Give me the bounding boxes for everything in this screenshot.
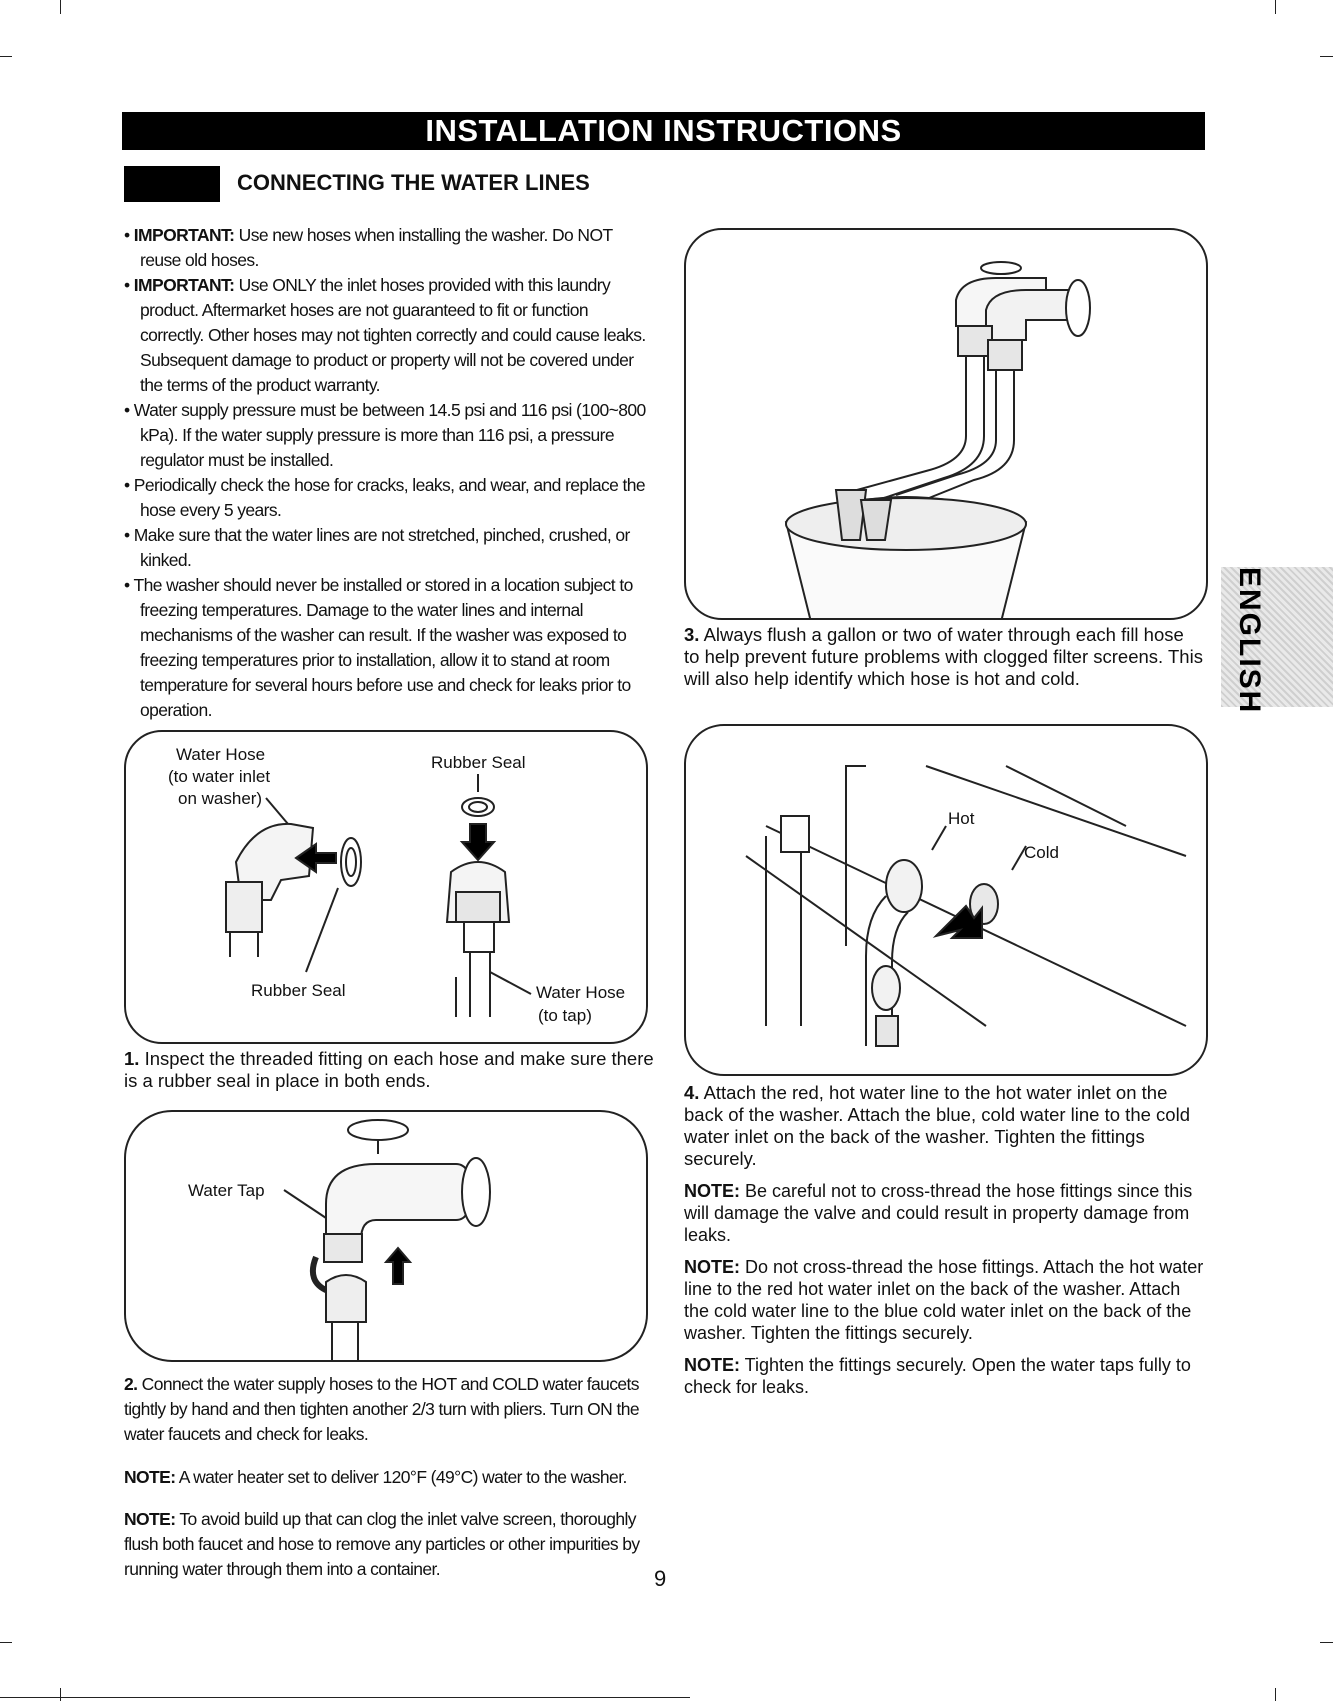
- crop-mark: [1275, 1688, 1276, 1701]
- bullet-text: Make sure that the water lines are not stretched, pinched, crushed, or kinked.: [133, 525, 630, 570]
- bullet-item: [124, 223, 654, 273]
- crop-mark: [0, 56, 12, 57]
- step-3-number: 3.: [684, 624, 700, 645]
- page-banner: INSTALLATION INSTRUCTIONS: [122, 112, 1205, 150]
- label-water-hose-tap-2: (to tap): [538, 1006, 592, 1025]
- note-text: Do not cross-thread the hose fittings. Attach the hot water line to the red hot water inlet on the back of the washer. Attach the cold water line to the blue cold water inlet on the back of the washer. Tighten the fittings securely.: [684, 1257, 1204, 1343]
- notes-right: [684, 1180, 1204, 1408]
- figure-hot-cold-inlets: [684, 724, 1208, 1076]
- label-water-tap: Water Tap: [188, 1181, 265, 1200]
- note-label: NOTE:: [684, 1355, 740, 1375]
- label-rubber-seal-bottom: Rubber Seal: [251, 981, 346, 1000]
- note: [124, 1507, 654, 1582]
- figure-hose-seals: [124, 730, 648, 1044]
- note: [684, 1256, 1204, 1344]
- label-water-hose-tap: Water Hose: [536, 983, 626, 1002]
- section-title: CONNECTING THE WATER LINES: [237, 170, 590, 195]
- bullet-item: [124, 398, 654, 473]
- note: [124, 1465, 654, 1490]
- step-2-text: Connect the water supply hoses to the HOT and COLD water faucets tightly by hand and then tighten another 2/3 turn with pliers. Turn ON the water faucets and check for leaks.: [124, 1374, 639, 1444]
- hose-seal-illustration: [126, 732, 646, 1042]
- step-1-text: Inspect the threaded fitting on each hose and make sure there is a rubber seal in place in both ends.: [124, 1048, 654, 1091]
- step-3-text: Always flush a gallon or two of water through each fill hose to help prevent future problems with clogged filter screens. This will also help identify which hose is hot and cold.: [684, 624, 1203, 689]
- label-cold: Cold: [1024, 843, 1059, 862]
- note-label: NOTE:: [124, 1466, 176, 1487]
- bullet-text: Use new hoses when installing the washer. Do NOT reuse old hoses.: [140, 225, 613, 270]
- step-4-number: 4.: [684, 1082, 700, 1103]
- label-water-hose-inlet-3: on washer): [178, 789, 263, 808]
- label-water-hose-inlet: Water Hose: [176, 745, 266, 764]
- note-text: Be careful not to cross-thread the hose fittings since this will damage the valve and could result in property damage from leaks.: [684, 1181, 1193, 1245]
- label-hot: Hot: [948, 809, 975, 828]
- crop-mark: [1320, 56, 1333, 57]
- bullet-list-container: [124, 223, 654, 723]
- step-3: [684, 624, 1204, 690]
- inlet-illustration: [686, 726, 1206, 1074]
- step-4-text: Attach the red, hot water line to the hot water inlet on the back of the washer. Attach the blue, cold water line to the cold water inlet on the back of the washer. Tighten the fittings securely.: [684, 1082, 1190, 1169]
- note-text: To avoid build up that can clog the inlet valve screen, thoroughly flush both faucet and hose to remove any particles or other impurities by running water through them into a container.: [124, 1509, 640, 1579]
- bullet-strong: IMPORTANT:: [133, 225, 235, 245]
- step-1: [124, 1048, 654, 1092]
- bullet-item: [124, 573, 654, 723]
- crop-mark: [1320, 1642, 1333, 1643]
- step-1-number: 1.: [124, 1048, 140, 1069]
- notes-left: [124, 1447, 654, 1600]
- note-text: Tighten the fittings securely. Open the water taps fully to check for leaks.: [684, 1355, 1191, 1397]
- bullet-text: Periodically check the hose for cracks, leaks, and wear, and replace the hose every 5 years.: [133, 475, 646, 520]
- bullet-text: Water supply pressure must be between 14.5 psi and 116 psi (100~800 kPa). If the water supply pressure is more than 116 psi, a pressure regulator must be installed.: [133, 400, 646, 470]
- note-label: NOTE:: [684, 1257, 740, 1277]
- water-tap-illustration: [126, 1112, 646, 1360]
- bullet-text: The washer should never be installed or stored in a location subject to freezing temperatures. Damage to the water lines and internal mechanisms of the washer can result. If the washer was exposed to freezing temperatures prior to installation, allow it to stand at room temperature for several hours before use and check for leaks prior to operation.: [133, 575, 633, 720]
- bullet-item: [124, 273, 654, 398]
- note-text: A water heater set to deliver 120°F (49°C) water to the washer.: [175, 1466, 627, 1487]
- page-number: 9: [654, 1566, 667, 1591]
- label-rubber-seal-top: Rubber Seal: [431, 753, 526, 772]
- crop-mark: [60, 1688, 61, 1701]
- language-tab: [1221, 567, 1333, 715]
- crop-mark: [1275, 0, 1276, 14]
- note-label: NOTE:: [684, 1181, 740, 1201]
- figure-flush-bucket: [684, 228, 1208, 620]
- crop-mark: [60, 0, 61, 14]
- note-label: NOTE:: [124, 1509, 176, 1529]
- bullet-text: Use ONLY the inlet hoses provided with this laundry product. Aftermarket hoses are not guaranteed to fit or function correctly. Other hoses may not tighten correctly and could cause leaks. Subsequent damage to product or property will not be covered under the terms of the product warranty.: [140, 275, 646, 395]
- important-bullets: [124, 223, 654, 723]
- note: [684, 1180, 1204, 1246]
- flush-bucket-illustration: [686, 230, 1206, 618]
- bullet-item: [124, 473, 654, 523]
- step-2-number: 2.: [124, 1374, 138, 1394]
- step-2: [124, 1372, 654, 1447]
- label-water-hose-inlet-2: (to water inlet: [168, 767, 271, 786]
- note: [684, 1354, 1204, 1398]
- section-marker: [124, 166, 220, 202]
- bullet-item: [124, 523, 654, 573]
- crop-mark: [0, 1642, 12, 1643]
- bullet-strong: IMPORTANT:: [133, 275, 235, 295]
- language-tab-label: ENGLISH: [1233, 567, 1266, 715]
- figure-water-tap: [124, 1110, 648, 1362]
- step-4: [684, 1082, 1204, 1170]
- bottom-rule: [0, 1697, 690, 1698]
